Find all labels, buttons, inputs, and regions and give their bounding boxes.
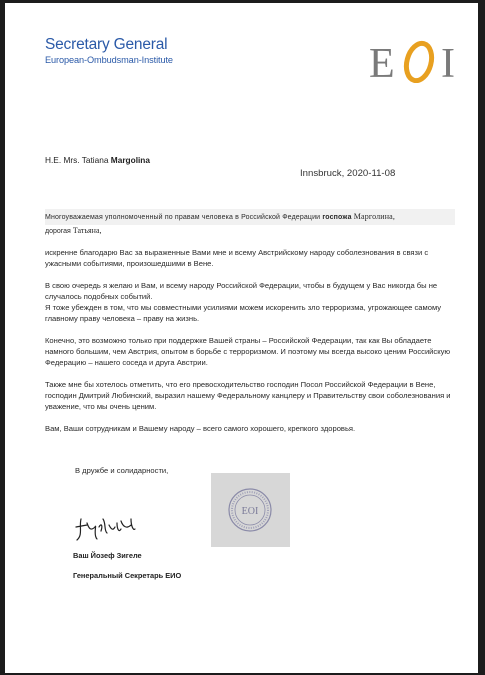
salutation-line-1: Многоуважаемая уполномоченный по правам человека в Российской Федерации госпожа Марголина, [45, 209, 455, 225]
svg-text:E: E [369, 41, 395, 83]
svg-text:I: I [441, 41, 455, 83]
closing: В дружбе и солидарности, [75, 466, 169, 475]
letter-page [5, 3, 478, 673]
paragraph: Я тоже убежден в том, что мы совместными усилиями можем искоренить зло терроризма, угрожающее самому главному праву человека – праву на жизнь. [45, 303, 442, 323]
place-date: Innsbruck, 2020-11-08 [300, 168, 396, 179]
org-subtitle: European-Ombudsman-Institute [45, 55, 173, 65]
salutation-line-2: дорогая Татьяна, [45, 226, 102, 235]
paragraph: В свою очередь я желаю и Вам, и всему народу Российской Федерации, чтобы в будущем у Вас никогда бы не случалось подобных событий. [45, 281, 438, 301]
letterhead [45, 36, 173, 66]
svg-text:EOI: EOI [241, 506, 259, 517]
recipient-surname: Margolina [110, 155, 150, 165]
org-title: Secretary General [45, 36, 168, 53]
recipient-prefix: H.E. Mrs. Tatiana [45, 155, 109, 165]
paragraph: Вам, Ваши сотрудникам и Вашему народу – всего самого хорошего, крепкого здоровья. [45, 424, 356, 433]
signer-name: Ваш Йозеф Зигеле [73, 551, 142, 560]
official-stamp-icon [227, 487, 273, 533]
handwritten-signature [73, 513, 139, 543]
paragraph: Также мне бы хотелось отметить, что его превосходительство господин Посол Российской Федерации в Вене, господин Дмитрий Любинский, выразил нашему Федеральному канцлеру и Правительству свои соболезнования и уважение, что мы очень ценим. [45, 380, 451, 411]
signer-title: Генеральный Секретарь ЕИО [73, 571, 182, 580]
letter-body [45, 209, 455, 434]
paragraph: Конечно, это возможно только при поддержке Вашей страны – Российской Федерации, так как Вы обладаете намного большим, чем Австрия, опытом в борьбе с терроризмом. И поэтому мы всегда высоко ценим Российскую Федерацию – нашего соседа и друга Австрии. [45, 336, 451, 367]
paragraph: искренне благодарю Вас за выраженные Вами мне и всему Австрийскому народу соболезнования в связи с ужасными событиями, произошедшими в Вене. [45, 248, 429, 268]
stamp-area [211, 473, 290, 547]
eoi-logo [369, 37, 463, 83]
recipient [45, 155, 150, 165]
